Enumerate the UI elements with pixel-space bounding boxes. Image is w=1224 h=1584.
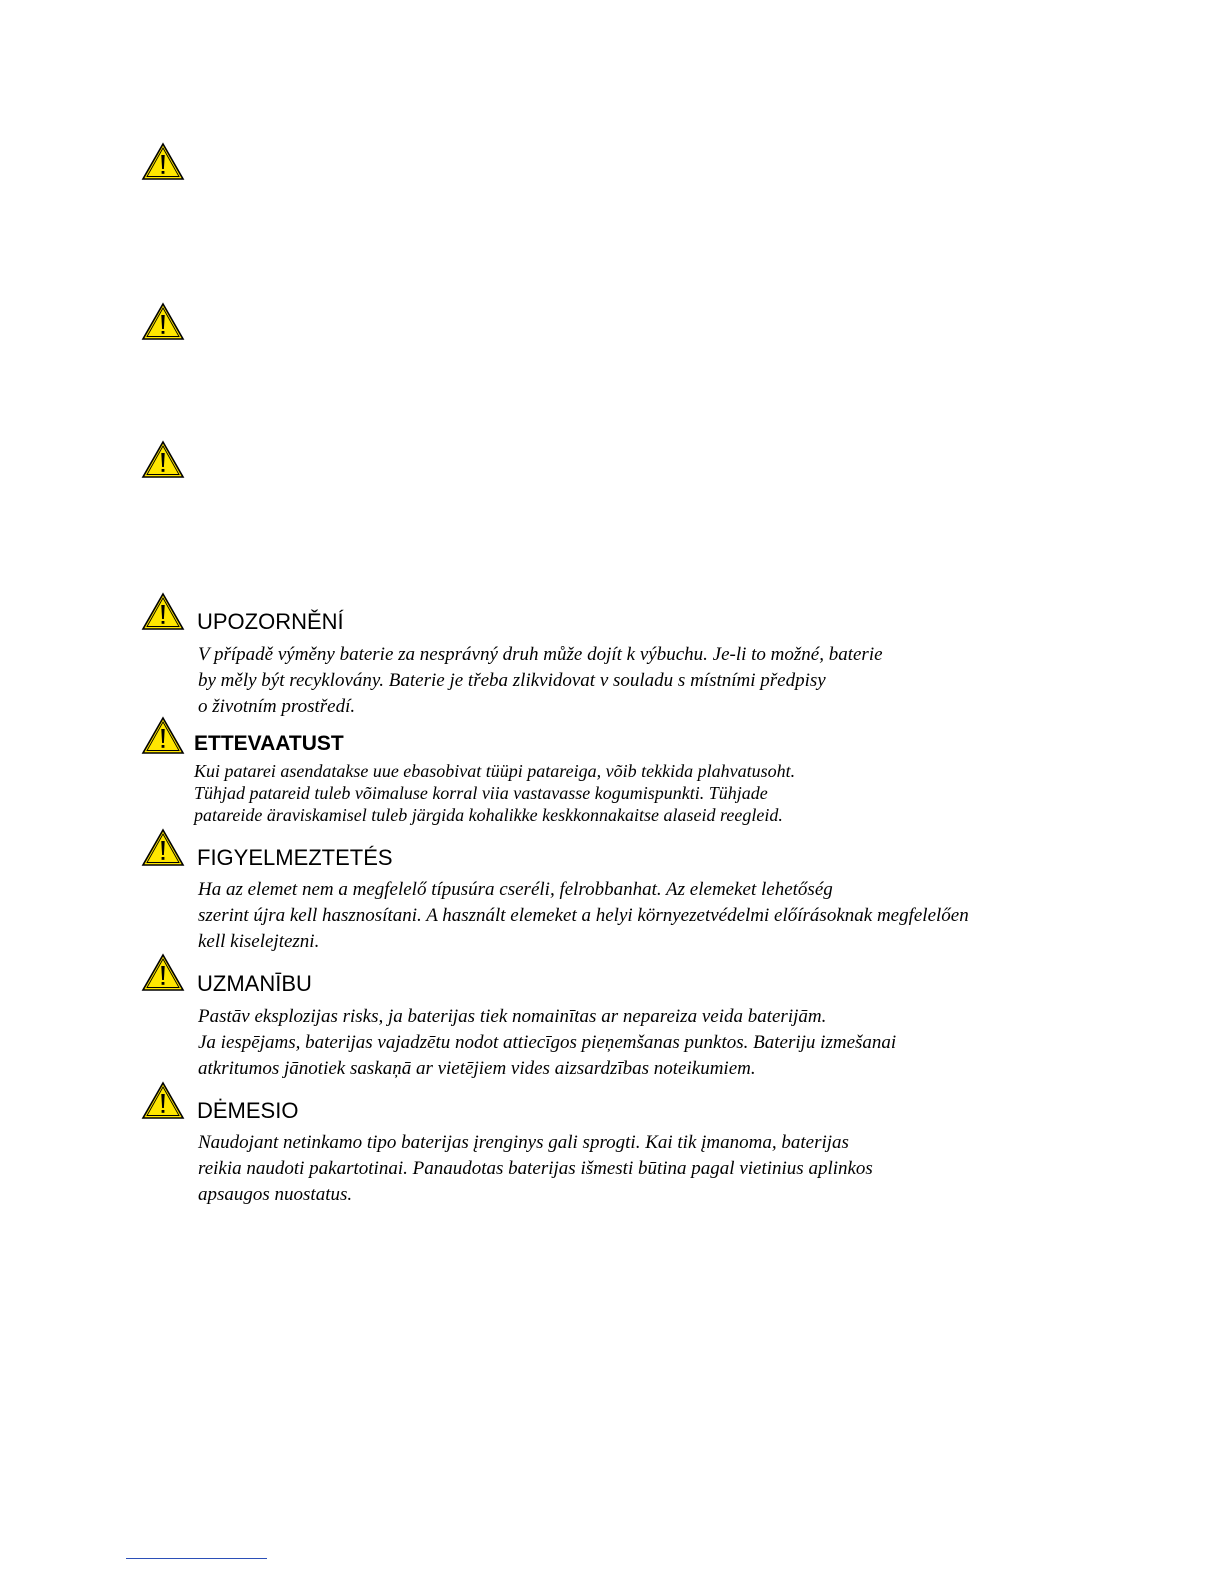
warning-triangle-icon <box>141 716 185 756</box>
warning-heading-hu: FIGYELMEZTETÉS <box>197 845 393 870</box>
warning-heading-cs: UPOZORNĚNÍ <box>197 609 344 634</box>
warning-line: reikia naudoti pakartotinai. Panaudotas baterijas išmesti būtina pagal vietinius aplinkos <box>198 1158 873 1179</box>
warning-triangle-icon <box>141 440 185 480</box>
warning-line: o životním prostředí. <box>198 696 356 717</box>
warning-line: kell kiselejtezni. <box>198 931 320 952</box>
warning-triangle-icon <box>141 953 185 993</box>
warning-triangle-icon <box>141 142 185 182</box>
warning-triangle-icon <box>141 1081 185 1121</box>
warning-line: atkritumos jānotiek saskaņā ar vietējiem vides aizsardzības noteikumiem. <box>198 1058 756 1079</box>
warning-body-et <box>194 760 795 826</box>
warning-line: patareide äraviskamisel tuleb järgida kohalikke keskkonnakaitse alaseid reegleid. <box>194 805 783 825</box>
warning-line: Ha az elemet nem a megfelelő típusúra cseréli, felrobbanhat. Az elemeket lehetőség <box>198 879 833 900</box>
warning-line: Tühjad patareid tuleb võimaluse korral viia vastavasse kogumispunkti. Tühjade <box>194 783 768 803</box>
warning-line: Kui patarei asendatakse uue ebasobivat tüüpi patareiga, võib tekkida plahvatusoht. <box>194 761 796 781</box>
warning-heading-lv: UZMANĪBU <box>197 971 312 996</box>
warning-triangle-icon <box>141 302 185 342</box>
warning-line: szerint újra kell hasznosítani. A használt elemeket a helyi környezetvédelmi előírásoknak megfelelően <box>198 905 969 926</box>
footer-divider <box>126 1558 267 1559</box>
warning-heading-et: ETTEVAATUST <box>194 732 344 755</box>
warning-line: V případě výměny baterie za nesprávný druh může dojít k výbuchu. Je-li to možné, baterie <box>198 644 883 665</box>
warning-triangle-icon <box>141 828 185 868</box>
warning-line: by měly být recyklovány. Baterie je třeba zlikvidovat v souladu s místními předpisy <box>198 670 826 691</box>
warning-body-lt <box>198 1130 873 1208</box>
warning-line: Naudojant netinkamo tipo baterijas įrenginys gali sprogti. Kai tik įmanoma, baterijas <box>198 1132 849 1153</box>
warning-line: Pastāv eksplozijas risks, ja baterijas tiek nomainītas ar nepareiza veida baterijām. <box>198 1006 827 1027</box>
warning-body-lv <box>198 1004 896 1082</box>
warning-line: apsaugos nuostatus. <box>198 1184 353 1205</box>
warning-triangle-icon <box>141 592 185 632</box>
warning-body-cs <box>198 642 883 720</box>
warning-body-hu <box>198 877 969 955</box>
warning-heading-lt: DĖMESIO <box>197 1098 299 1123</box>
warning-line: Ja iespējams, baterijas vajadzētu nodot attiecīgos pieņemšanas punktos. Bateriju izmešanai <box>198 1032 897 1053</box>
